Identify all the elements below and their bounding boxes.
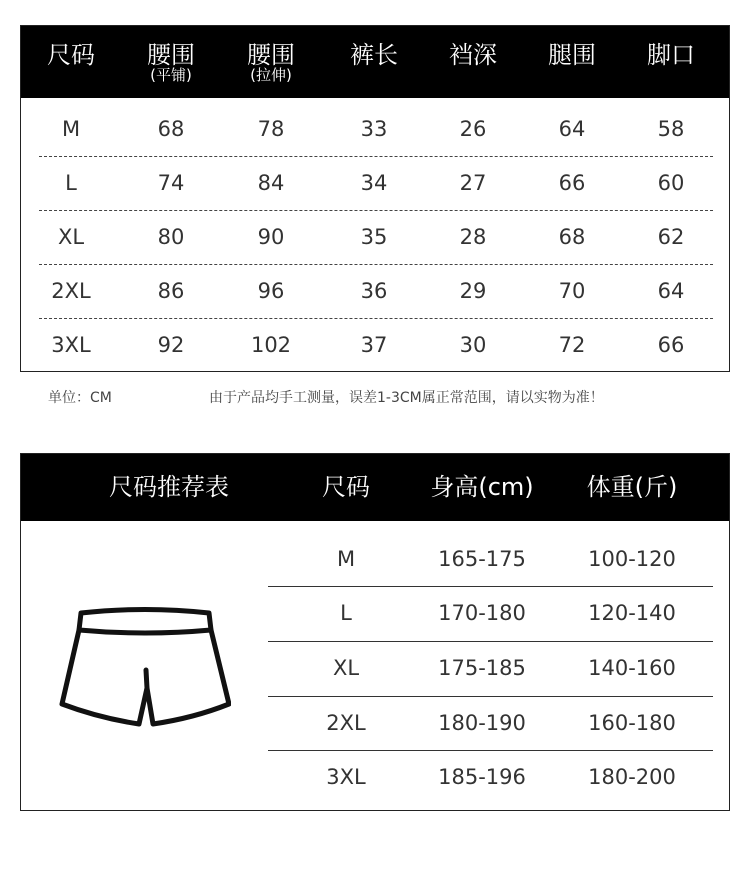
cell-size: L (340, 601, 352, 625)
recommendation-header (21, 454, 729, 521)
cell-weight: 160-180 (588, 711, 676, 735)
cell-length: 35 (360, 225, 388, 249)
cell-rise: 26 (459, 117, 487, 141)
cell-thigh: 68 (558, 225, 586, 249)
cell-size: M (61, 117, 81, 141)
cell-length: 34 (360, 171, 388, 195)
cell-waist-flat: 92 (157, 333, 185, 357)
cell-height: 175-185 (438, 656, 526, 680)
table-row (21, 532, 729, 586)
cell-size: M (336, 547, 356, 571)
cell-length: 36 (360, 279, 388, 303)
header-waist-stretch: 腰围 (拉伸) (247, 41, 295, 84)
cell-leg-opening: 58 (657, 117, 685, 141)
cell-leg-opening: 62 (657, 225, 685, 249)
cell-thigh: 66 (558, 171, 586, 195)
cell-weight: 140-160 (588, 656, 676, 680)
cell-size: 3XL (326, 765, 366, 789)
header-height: 身高(cm) (430, 473, 534, 501)
header-weight: 体重(斤) (586, 473, 678, 501)
header-size: 尺码 (47, 41, 95, 69)
cell-waist-flat: 86 (157, 279, 185, 303)
table-row (21, 264, 729, 318)
header-leg-opening: 脚口 (647, 41, 695, 69)
header-rise: 裆深 (449, 41, 497, 69)
table-row (21, 156, 729, 210)
measurement-error-note: 由于产品均手工测量，误差1-3CM属正常范围，请以实物为准！ (209, 390, 604, 406)
cell-size: 3XL (51, 333, 91, 357)
table-row (21, 641, 729, 695)
cell-waist-stretch: 90 (257, 225, 285, 249)
recommendation-title: 尺码推荐表 (109, 473, 229, 501)
cell-rise: 29 (459, 279, 487, 303)
header-waist-flat: 腰围 (平铺) (147, 41, 195, 84)
cell-thigh: 72 (558, 333, 586, 357)
cell-weight: 120-140 (588, 601, 676, 625)
table-row (21, 750, 729, 804)
cell-size: L (65, 171, 77, 195)
cell-rise: 30 (459, 333, 487, 357)
table-row (21, 210, 729, 264)
cell-height: 165-175 (438, 547, 526, 571)
cell-waist-stretch: 84 (257, 171, 285, 195)
table-row (21, 696, 729, 750)
cell-height: 170-180 (438, 601, 526, 625)
header-thigh: 腿围 (548, 41, 596, 69)
cell-length: 37 (360, 333, 388, 357)
cell-thigh: 64 (558, 117, 586, 141)
cell-thigh: 70 (558, 279, 586, 303)
cell-waist-flat: 74 (157, 171, 185, 195)
unit-note: 单位：CM (48, 390, 112, 406)
table-row (21, 586, 729, 640)
table-row (21, 318, 729, 372)
cell-size: 2XL (51, 279, 91, 303)
cell-height: 180-190 (438, 711, 526, 735)
cell-size: 2XL (326, 711, 366, 735)
cell-length: 33 (360, 117, 388, 141)
cell-size: XL (57, 225, 85, 249)
cell-leg-opening: 60 (657, 171, 685, 195)
cell-weight: 100-120 (588, 547, 676, 571)
cell-waist-flat: 68 (157, 117, 185, 141)
cell-waist-stretch: 102 (250, 333, 292, 357)
header-length: 裤长 (350, 41, 398, 69)
cell-waist-flat: 80 (157, 225, 185, 249)
cell-rise: 27 (459, 171, 487, 195)
size-table (20, 25, 730, 372)
size-table-header (21, 26, 729, 98)
cell-rise: 28 (459, 225, 487, 249)
header-size: 尺码 (322, 473, 370, 501)
cell-waist-stretch: 78 (257, 117, 285, 141)
cell-weight: 180-200 (588, 765, 676, 789)
table-row (21, 102, 729, 156)
cell-size: XL (332, 656, 360, 680)
cell-waist-stretch: 96 (257, 279, 285, 303)
cell-height: 185-196 (438, 765, 526, 789)
cell-leg-opening: 66 (657, 333, 685, 357)
size-recommendation-table (20, 453, 730, 811)
cell-leg-opening: 64 (657, 279, 685, 303)
